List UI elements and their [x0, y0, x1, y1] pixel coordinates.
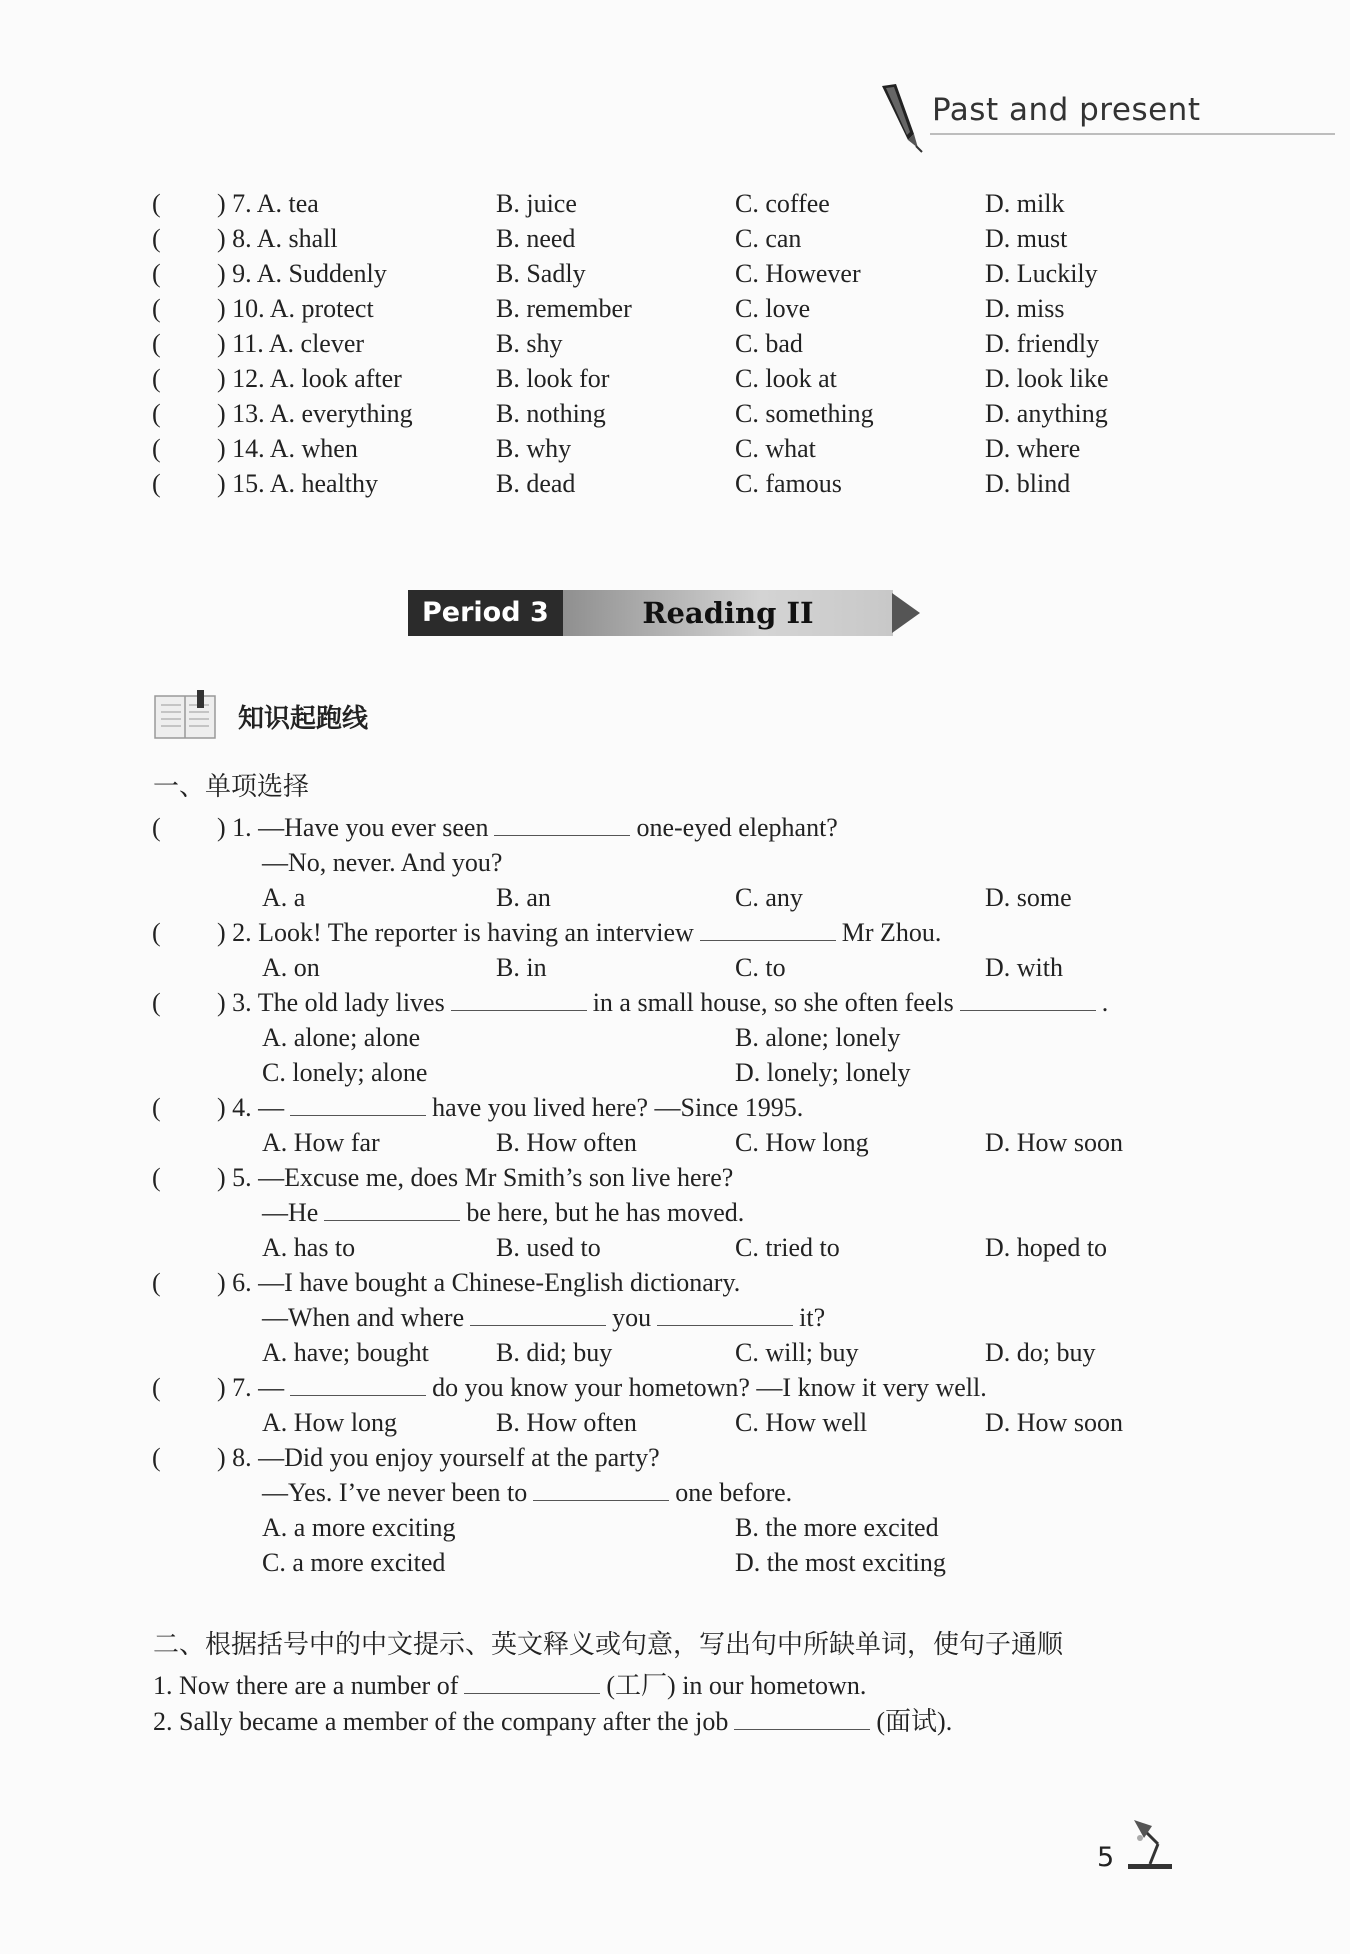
- period-label: Period 3: [408, 590, 563, 636]
- option-c-14: C. what: [735, 434, 816, 463]
- option-a-10: ) 10. A. protect: [217, 294, 374, 323]
- q6-option-a: A. have; bought: [262, 1338, 429, 1367]
- q5-reply-start: —He: [262, 1198, 319, 1227]
- option-a-14: ) 14. A. when: [217, 434, 358, 463]
- q3-stem: ) 3. The old lady lives: [217, 988, 445, 1017]
- answer-paren-15[interactable]: (: [152, 469, 161, 498]
- option-a-11: ) 11. A. clever: [217, 329, 365, 358]
- q8-option-b: B. the more excited: [735, 1513, 939, 1542]
- q3-option-c: C. lonely; alone: [262, 1058, 428, 1087]
- option-d-11: D. friendly: [985, 329, 1100, 358]
- answer-paren-q5[interactable]: (: [152, 1163, 161, 1192]
- q5-option-b: B. used to: [496, 1233, 601, 1262]
- option-b-11: B. shy: [496, 329, 563, 358]
- option-b-9: B. Sadly: [496, 259, 586, 288]
- answer-paren-9[interactable]: (: [152, 259, 161, 288]
- q8-reply-start: —Yes. I’ve never been to: [262, 1478, 528, 1507]
- option-c-9: C. However: [735, 259, 861, 288]
- option-b-8: B. need: [496, 224, 576, 253]
- q3-stem-mid: in a small house, so she often feels: [592, 988, 954, 1017]
- option-d-14: D. where: [985, 434, 1081, 463]
- fill-question-2: [153, 1704, 952, 1739]
- answer-blank[interactable]: [324, 1195, 460, 1221]
- q1-option-b: B. an: [496, 883, 551, 912]
- q3-option-d: D. lonely; lonely: [735, 1058, 911, 1087]
- answer-paren-q8[interactable]: (: [152, 1443, 161, 1472]
- part-two-title: 二、根据括号中的中文提示、英文释义或句意，写出句中所缺单词，使句子通顺: [153, 1630, 1064, 1660]
- option-b-15: B. dead: [496, 469, 576, 498]
- q4-option-b: B. How often: [496, 1128, 637, 1157]
- option-d-10: D. miss: [985, 294, 1065, 323]
- question-4: [217, 1090, 803, 1125]
- q5-reply-end: be here, but he has moved.: [466, 1198, 745, 1227]
- answer-paren-q2[interactable]: (: [152, 918, 161, 947]
- answer-blank[interactable]: [533, 1475, 669, 1501]
- answer-blank[interactable]: [960, 985, 1096, 1011]
- q1-stem: ) 1. —Have you ever seen: [217, 813, 489, 842]
- q7-option-c: C. How well: [735, 1408, 868, 1437]
- option-d-8: D. must: [985, 224, 1068, 253]
- q5-option-c: C. tried to: [735, 1233, 840, 1262]
- answer-paren-14[interactable]: (: [152, 434, 161, 463]
- question-1: [217, 810, 838, 845]
- option-c-7: C. coffee: [735, 189, 830, 218]
- pen-icon: [874, 82, 924, 154]
- q2-option-d: D. with: [985, 953, 1063, 982]
- fill2-end: (面试).: [876, 1707, 953, 1736]
- answer-blank[interactable]: [494, 810, 630, 836]
- fill1-end: (工厂) in our hometown.: [606, 1671, 867, 1700]
- q5-reply: [262, 1195, 744, 1230]
- question-5: ) 5. —Excuse me, does Mr Smith’s son live here?: [217, 1163, 734, 1192]
- q2-stem-end: Mr Zhou.: [841, 918, 942, 947]
- q6-option-d: D. do; buy: [985, 1338, 1096, 1367]
- option-c-11: C. bad: [735, 329, 803, 358]
- q4-stem-end: have you lived here? —Since 1995.: [432, 1093, 804, 1122]
- q6-reply: [262, 1300, 825, 1335]
- option-c-12: C. look at: [735, 364, 837, 393]
- question-7: [217, 1370, 987, 1405]
- answer-paren-12[interactable]: (: [152, 364, 161, 393]
- fill-question-1: [153, 1668, 866, 1703]
- answer-paren-q6[interactable]: (: [152, 1268, 161, 1297]
- page-header-title: Past and present: [932, 92, 1201, 128]
- arrow-right-icon: [892, 593, 920, 633]
- q3-option-a: A. alone; alone: [262, 1023, 421, 1052]
- option-c-13: C. something: [735, 399, 874, 428]
- answer-paren-13[interactable]: (: [152, 399, 161, 428]
- option-a-12: ) 12. A. look after: [217, 364, 402, 393]
- answer-blank[interactable]: [290, 1090, 426, 1116]
- q4-stem: ) 4. —: [217, 1093, 285, 1122]
- q5-option-a: A. has to: [262, 1233, 356, 1262]
- answer-blank[interactable]: [700, 915, 836, 941]
- option-d-7: D. milk: [985, 189, 1065, 218]
- option-b-14: B. why: [496, 434, 572, 463]
- q3-stem-end: .: [1101, 988, 1109, 1017]
- desk-lamp-icon: [1122, 1816, 1178, 1872]
- q7-stem: ) 7. —: [217, 1373, 285, 1402]
- q6-reply-start: —When and where: [262, 1303, 465, 1332]
- book-icon: [153, 690, 219, 742]
- q2-option-b: B. in: [496, 953, 547, 982]
- q2-option-a: A. on: [262, 953, 320, 982]
- option-d-13: D. anything: [985, 399, 1108, 428]
- option-d-9: D. Luckily: [985, 259, 1098, 288]
- answer-paren-q3[interactable]: (: [152, 988, 161, 1017]
- answer-blank[interactable]: [657, 1300, 793, 1326]
- option-a-15: ) 15. A. healthy: [217, 469, 379, 498]
- q5-option-d: D. hoped to: [985, 1233, 1108, 1262]
- option-d-12: D. look like: [985, 364, 1109, 393]
- answer-blank[interactable]: [470, 1300, 606, 1326]
- option-b-7: B. juice: [496, 189, 577, 218]
- question-6: ) 6. —I have bought a Chinese-English dictionary.: [217, 1268, 741, 1297]
- q7-option-d: D. How soon: [985, 1408, 1123, 1437]
- answer-blank[interactable]: [451, 985, 587, 1011]
- q6-option-c: C. will; buy: [735, 1338, 859, 1367]
- fill2-start: 2. Sally became a member of the company after the job: [153, 1707, 729, 1736]
- answer-blank[interactable]: [290, 1370, 426, 1396]
- option-c-15: C. famous: [735, 469, 842, 498]
- answer-paren-q4[interactable]: (: [152, 1093, 161, 1122]
- option-b-13: B. nothing: [496, 399, 606, 428]
- q8-reply-end: one before.: [675, 1478, 793, 1507]
- option-c-10: C. love: [735, 294, 811, 323]
- q8-option-a: A. a more exciting: [262, 1513, 456, 1542]
- q7-option-b: B. How often: [496, 1408, 637, 1437]
- answer-blank[interactable]: [734, 1704, 870, 1730]
- q1-reply: —No, never. And you?: [262, 848, 503, 877]
- q1-stem-end: one-eyed elephant?: [636, 813, 838, 842]
- q4-option-d: D. How soon: [985, 1128, 1123, 1157]
- question-2: [217, 915, 941, 950]
- header-divider: [930, 133, 1335, 135]
- q2-stem: ) 2. Look! The reporter is having an interview: [217, 918, 694, 947]
- question-8: ) 8. —Did you enjoy yourself at the party?: [217, 1443, 660, 1472]
- answer-blank[interactable]: [464, 1668, 600, 1694]
- part-one-title: 一、单项选择: [153, 772, 310, 802]
- q1-option-a: A. a: [262, 883, 306, 912]
- answer-paren-10[interactable]: (: [152, 294, 161, 323]
- q4-option-a: A. How far: [262, 1128, 380, 1157]
- q4-option-c: C. How long: [735, 1128, 869, 1157]
- q1-option-d: D. some: [985, 883, 1072, 912]
- q8-option-c: C. a more excited: [262, 1548, 446, 1577]
- answer-paren-7[interactable]: (: [152, 189, 161, 218]
- option-a-7: ) 7. A. tea: [217, 189, 319, 218]
- answer-paren-q1[interactable]: (: [152, 813, 161, 842]
- option-a-9: ) 9. A. Suddenly: [217, 259, 387, 288]
- q7-option-a: A. How long: [262, 1408, 398, 1437]
- question-3: [217, 985, 1108, 1020]
- q7-stem-end: do you know your hometown? —I know it very well.: [432, 1373, 987, 1402]
- q6-reply-end: it?: [799, 1303, 826, 1332]
- option-d-15: D. blind: [985, 469, 1071, 498]
- q1-option-c: C. any: [735, 883, 803, 912]
- option-b-10: B. remember: [496, 294, 632, 323]
- option-b-12: B. look for: [496, 364, 610, 393]
- answer-paren-8[interactable]: (: [152, 224, 161, 253]
- q3-option-b: B. alone; lonely: [735, 1023, 901, 1052]
- q6-option-b: B. did; buy: [496, 1338, 613, 1367]
- option-c-8: C. can: [735, 224, 802, 253]
- q8-option-d: D. the most exciting: [735, 1548, 946, 1577]
- fill1-start: 1. Now there are a number of: [153, 1671, 459, 1700]
- option-a-8: ) 8. A. shall: [217, 224, 338, 253]
- section-title: 知识起跑线: [238, 704, 369, 734]
- q2-option-c: C. to: [735, 953, 786, 982]
- option-a-13: ) 13. A. everything: [217, 399, 413, 428]
- page-number: 5: [1097, 1842, 1115, 1873]
- period-title: Reading II: [563, 590, 893, 636]
- q8-reply: [262, 1475, 792, 1510]
- q6-reply-mid: you: [612, 1303, 652, 1332]
- answer-paren-11[interactable]: (: [152, 329, 161, 358]
- answer-paren-q7[interactable]: (: [152, 1373, 161, 1402]
